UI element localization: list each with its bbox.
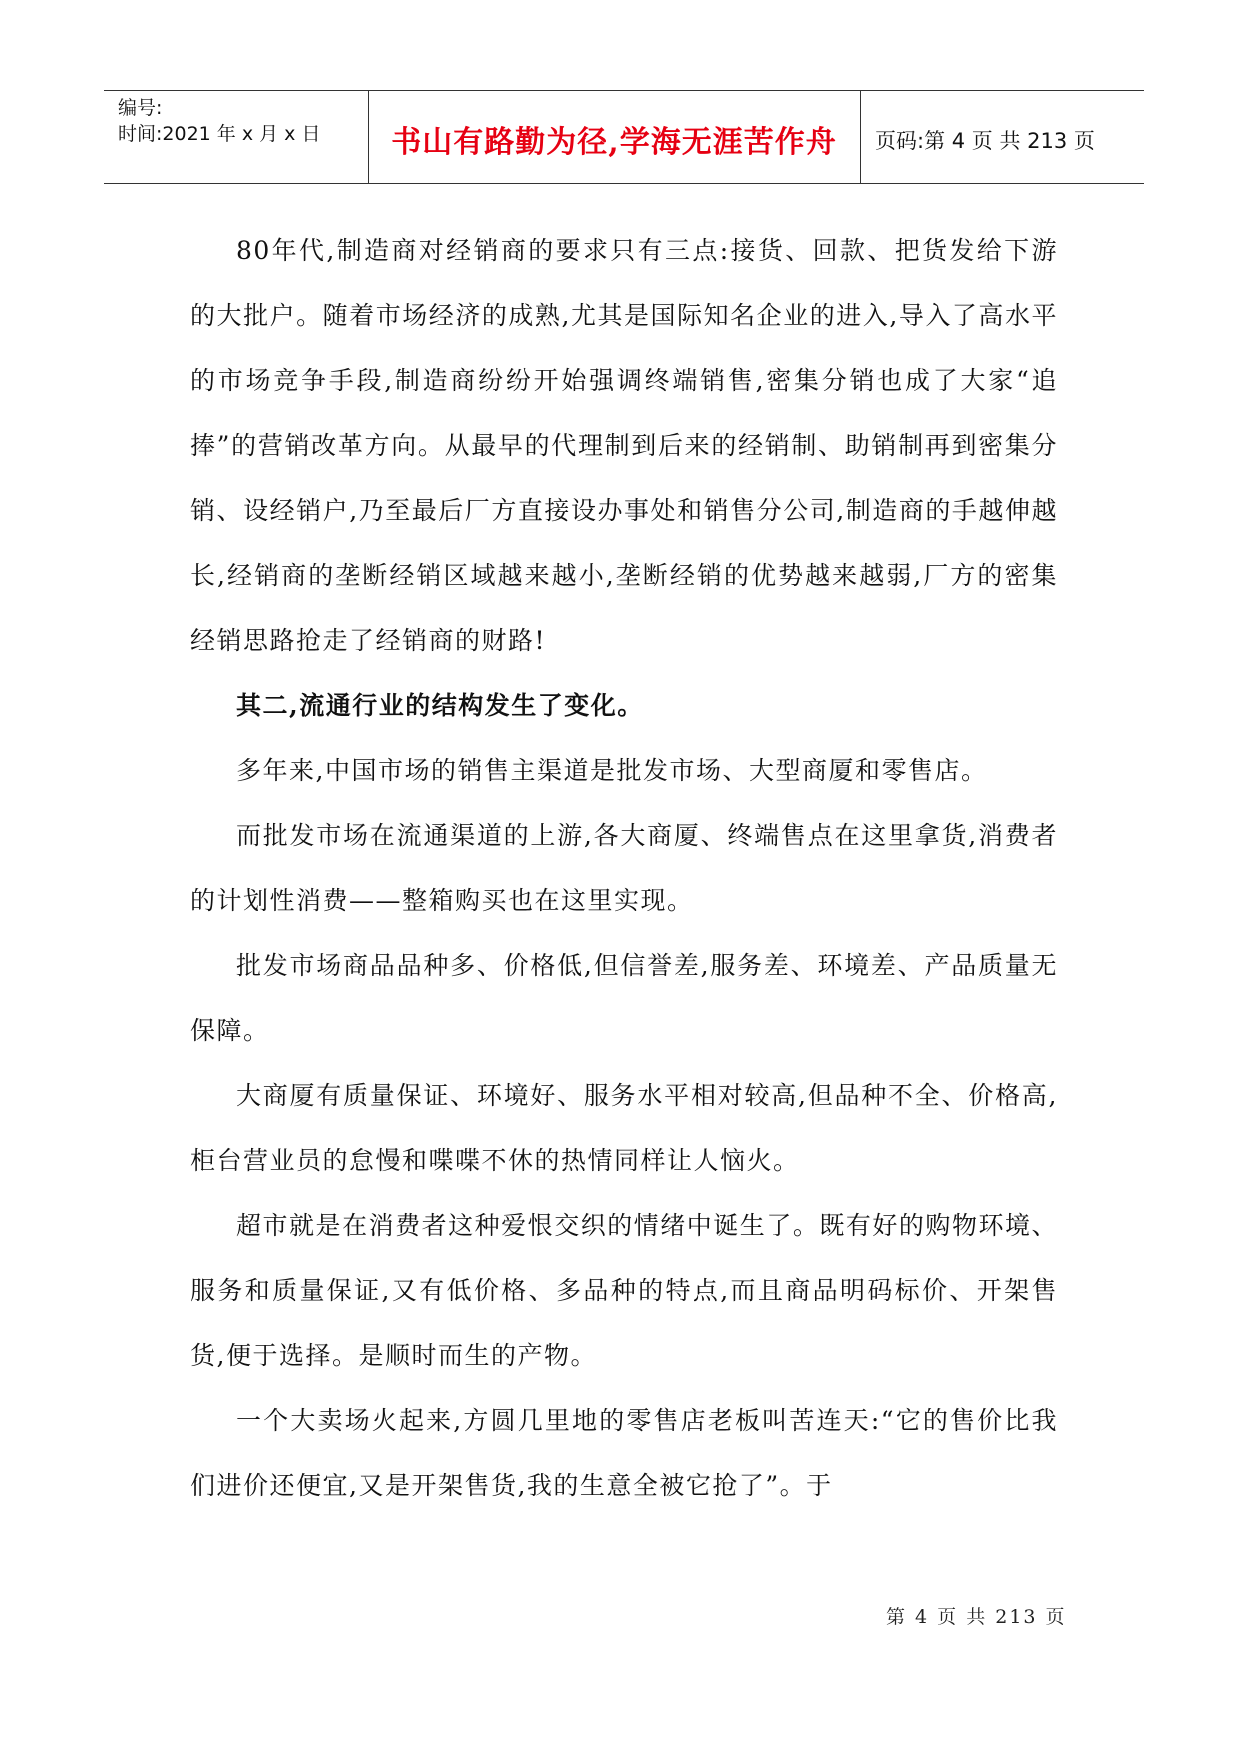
header-meta-cell: [104, 91, 369, 183]
header-page-cell: [861, 91, 1144, 183]
document-time-label: 时间:2021 年 x 月 x 日: [118, 123, 321, 145]
paragraph-1: 80年代,制造商对经销商的要求只有三点:接货、回款、把货发给下游的大批户。随着市场经济的成熟,尤其是国际知名企业的进入,导入了高水平的市场竞争手段,制造商纷纷开始强调终端销售,密集分销也成了大家“追捧”的营销改革方向。从最早的代理制到后来的经销制、助销制再到密集分销、设经销户,乃至最后厂方直接设办事处和销售分公司,制造商的手越伸越长,经销商的垄断经销区域越来越小,垄断经销的优势越来越弱,厂方的密集经销思路抢走了经销商的财路!: [190, 236, 1058, 655]
document-header: [104, 90, 1144, 184]
document-number-label: 编号:: [118, 97, 163, 119]
paragraph-2: 多年来,中国市场的销售主渠道是批发市场、大型商厦和零售店。: [236, 756, 988, 785]
section-heading: 其二,流通行业的结构发生了变化。: [236, 691, 644, 720]
paragraph-6: 超市就是在消费者这种爱恨交织的情绪中诞生了。既有好的购物环境、服务和质量保证,又有低价格、多品种的特点,而且商品明码标价、开架售货,便于选择。是顺时而生的产物。: [190, 1211, 1058, 1370]
paragraph-3: 而批发市场在流通渠道的上游,各大商厦、终端售点在这里拿货,消费者的计划性消费——整箱购买也在这里实现。: [190, 821, 1058, 915]
page-footer: 第 4 页 共 213 页: [886, 1606, 1067, 1628]
header-page-info: 页码:第 4 页 共 213 页: [875, 129, 1095, 153]
paragraph-7: 一个大卖场火起来,方圆几里地的零售店老板叫苦连天:“它的售价比我们进价还便宜,又是开架售货,我的生意全被它抢了”。于: [190, 1406, 1058, 1500]
paragraph-4: 批发市场商品品种多、价格低,但信誉差,服务差、环境差、产品质量无保障。: [190, 951, 1058, 1045]
paragraph-5: 大商厦有质量保证、环境好、服务水平相对较高,但品种不全、价格高,柜台营业员的怠慢和喋喋不休的热情同样让人恼火。: [190, 1081, 1058, 1175]
document-body: [190, 218, 1058, 1518]
header-motto-cell: [368, 91, 861, 183]
header-motto: 书山有路勤为径,学海无涯苦作舟: [391, 125, 837, 160]
